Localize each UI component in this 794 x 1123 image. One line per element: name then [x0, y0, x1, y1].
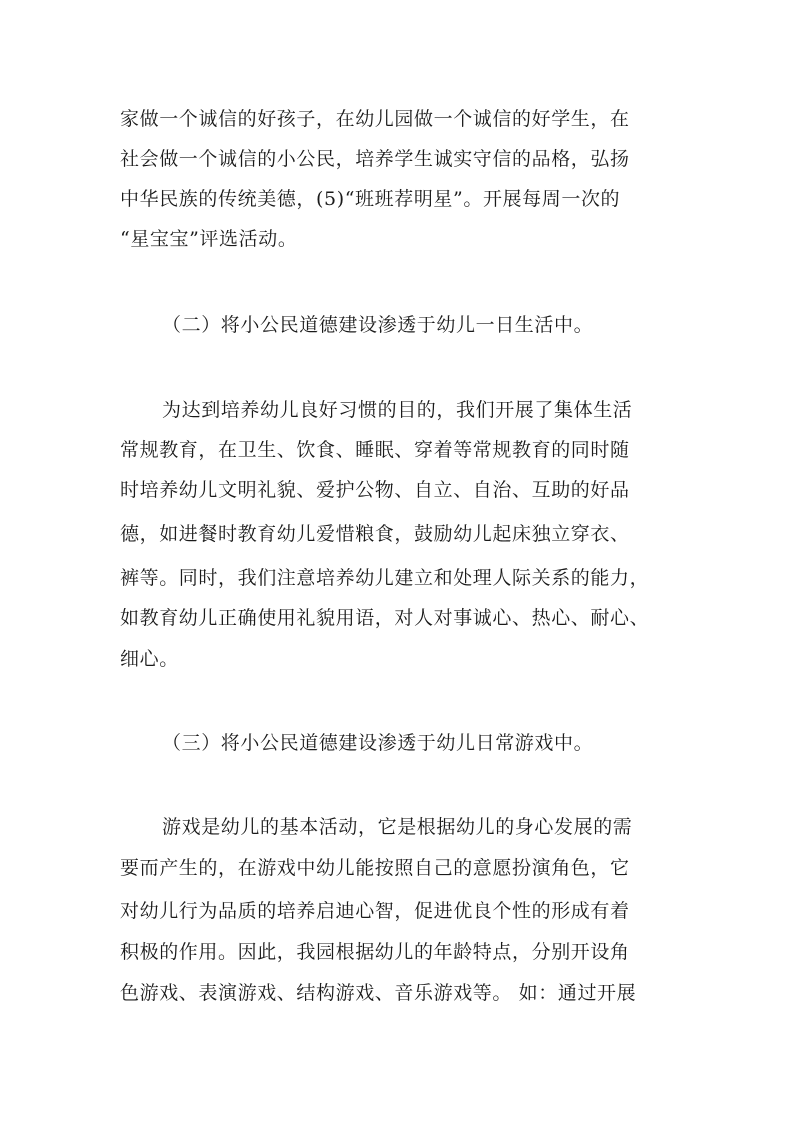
- para1-line-3: 中华民族的传统美德，(5)“班班荐明星”。开展每周一次的: [120, 188, 621, 210]
- para3-line-1: 游戏是幼儿的基本活动，它是根据幼儿的身心发展的需: [162, 816, 633, 838]
- para3-line-3: 对幼儿行为品质的培养启迪心智，促进优良个性的形成有着: [120, 900, 630, 922]
- section-heading-3: （三）将小公民道德建设渗透于幼儿日常游戏中。: [162, 732, 594, 754]
- para2-line-5: 裤等。同时，我们注意培养幼儿建立和处理人际关系的能力，: [120, 567, 650, 589]
- para2-line-4: 德，如进餐时教育幼儿爱惜粮食，鼓励幼儿起床独立穿衣、: [120, 523, 630, 545]
- para1-line-1: 家做一个诚信的好孩子，在幼儿园做一个诚信的好学生，在: [120, 108, 630, 130]
- para1-line-2: 社会做一个诚信的小公民，培养学生诚实守信的品格，弘扬: [120, 148, 630, 170]
- para3-line-5: 色游戏、表演游戏、结构游戏、音乐游戏等。 如：通过开展: [120, 982, 637, 1004]
- para3-line-2: 要而产生的，在游戏中幼儿能按照自己的意愿扮演角色，它: [120, 857, 630, 879]
- section-heading-2: （二）将小公民道德建设渗透于幼儿一日生活中。: [162, 314, 594, 336]
- para2-line-3: 时培养幼儿文明礼貌、爱护公物、自立、自治、互助的好品: [120, 479, 630, 501]
- para2-line-6: 如教育幼儿正确使用礼貌用语，对人对事诚心、热心、耐心、: [120, 607, 650, 629]
- para2-line-2: 常规教育，在卫生、饮食、睡眠、穿着等常规教育的同时随: [120, 439, 630, 461]
- para3-line-4: 积极的作用。因此，我园根据幼儿的年龄特点，分别开设角: [120, 941, 630, 963]
- para2-line-7: 细心。: [120, 648, 179, 670]
- para1-line-4: “星宝宝”评选活动。: [120, 228, 298, 250]
- para2-line-1: 为达到培养幼儿良好习惯的目的，我们开展了集体生活: [162, 399, 633, 421]
